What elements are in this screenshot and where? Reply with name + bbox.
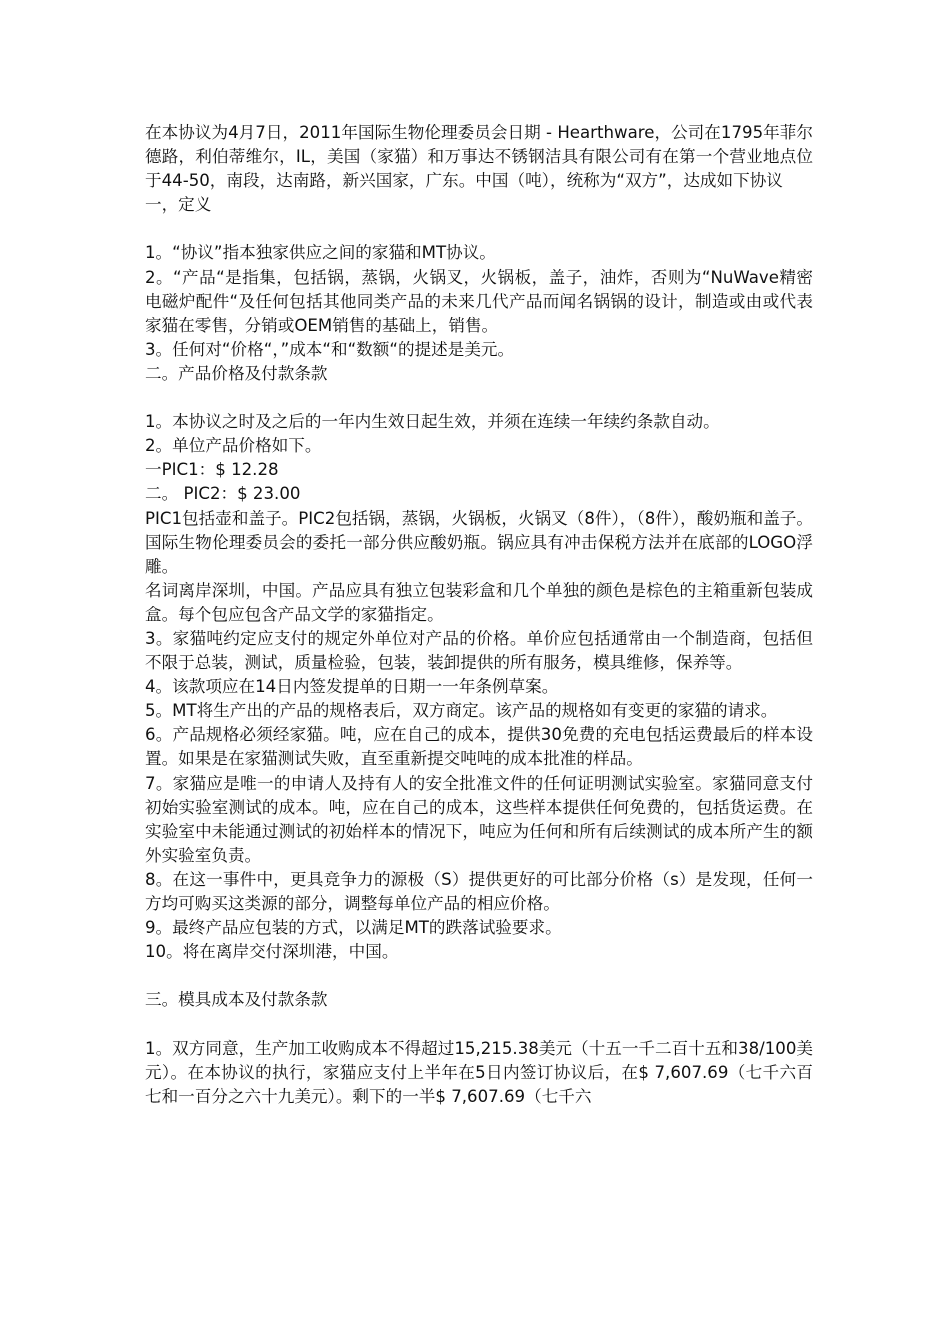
price-item-2: 2。单位产品价格如下。: [145, 436, 322, 456]
blank-line: [145, 1012, 813, 1036]
document-body: [145, 121, 813, 1109]
price-item-1: 1。本协议之时及之后的一年内生效日起生效，并须在连续一年续约条款自动。: [145, 412, 720, 432]
section-heading-tooling: 三。模具成本及付款条款: [145, 990, 328, 1010]
intro-paragraph: 在本协议为4月7日，2011年国际生物伦理委员会日期 - Hearthware，公司在1795年菲尔德路，利伯蒂维尔，IL，美国（家猫）和万事达不锈钢洁具有限公司有在第一个营业地点位于44-50，南段，达南路，新兴国家，广东。中国（吨），统称为“双方”，达成如下协议: [145, 123, 813, 191]
price-item-8: 8。在这一事件中，更具竞争力的源极（S）提供更好的可比部分价格（s）是发现，任何一方均可购买这类源的部分，调整每单位产品的相应价格。: [145, 869, 813, 913]
pic-description: PIC1包括壶和盖子。PIC2包括锅，蒸锅，火锅板，火锅叉（8件），（8件），酸奶瓶和盖子。国际生物伦理委员会的委托一部分供应酸奶瓶。锅应具有冲击保税方法并在底部的LOGO浮雕。: [145, 508, 813, 576]
price-line-pic1: 一PIC1：$ 12.28: [145, 460, 279, 480]
section-heading-price-payment: 二。产品价格及付款条款: [145, 363, 328, 383]
price-item-5: 5。MT将生产出的产品的规格表后，双方商定。该产品的规格如有变更的家猫的请求。: [145, 701, 778, 721]
price-item-6: 6。产品规格必须经家猫。吨，应在自己的成本，提供30免费的充电包括运费最后的样本设置。如果是在家猫测试失败，直至重新提交吨吨的成本批准的样品。: [145, 725, 813, 769]
blank-line: [145, 217, 813, 241]
blank-line: [145, 386, 813, 410]
section-heading-definitions: 一，定义: [145, 195, 212, 215]
price-item-3: 3。家猫吨约定应支付的规定外单位对产品的价格。单价应包括通常由一个制造商，包括但不限于总装，测试，质量检验，包装，装卸提供的所有服务，模具维修，保养等。: [145, 628, 813, 673]
definition-item-2: 2。“产品“是指集，包括锅，蒸锅，火锅叉，火锅板，盖子，油炸，否则为“NuWave精密电磁炉配件“及任何包括其他同类产品的未来几代产品而闻名锅锅的设计，制造或由或代表家猫在零售，分销或OEM销售的基础上，销售。: [145, 267, 813, 335]
price-item-4: 4。该款项应在14日内签发提单的日期一一年条例草案。: [145, 677, 559, 697]
definition-item-1: 1。“协议”指本独家供应之间的家猫和MT协议。: [145, 243, 496, 263]
price-item-9: 9。最终产品应包装的方式，以满足MT的跌落试验要求。: [145, 918, 562, 938]
blank-line: [145, 964, 813, 988]
packaging-description: 名词离岸深圳，中国。产品应具有独立包装彩盒和几个单独的颜色是棕色的主箱重新包装成盒。每个包应包含产品文学的家猫指定。: [145, 580, 813, 624]
price-item-10: 10。将在离岸交付深圳港，中国。: [145, 942, 399, 962]
definition-item-3: 3。任何对“价格“，”成本“和“数额“的提述是美元。: [145, 339, 515, 359]
price-item-7: 7。家猫应是唯一的申请人及持有人的安全批准文件的任何证明测试实验室。家猫同意支付初始实验室测试的成本。吨，应在自己的成本，这些样本提供任何免费的，包括货运费。在实验室中未能通过测试的初始样本的情况下，吨应为任何和所有后续测试的成本所产生的额外实验室负责。: [145, 773, 813, 865]
price-line-pic2: 二。 PIC2：$ 23.00: [145, 484, 301, 504]
tooling-item-1: 1。双方同意，生产加工收购成本不得超过15,215.38美元（十五一千二百十五和38/100美元）。在本协议的执行，家猫应支付上半年在5日内签订协议后，在$ 7,607.69（七千六百七和一百分之六十九美元）。剩下的一半$ 7,607.69（七千六: [145, 1038, 813, 1106]
